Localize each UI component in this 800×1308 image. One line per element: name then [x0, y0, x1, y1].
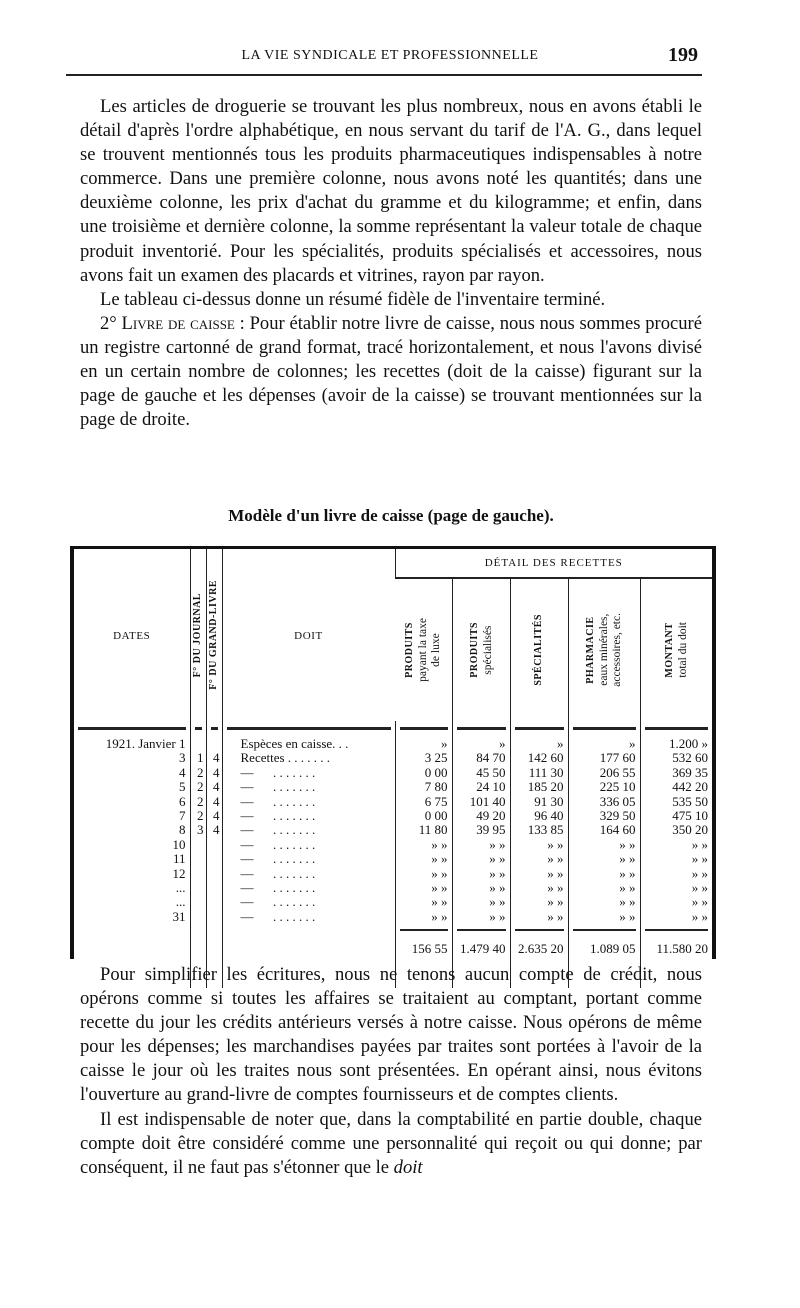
cell-date: 10 — [172, 836, 186, 852]
cell-doit: — . . . . . . . — [222, 838, 395, 852]
total-rule — [568, 924, 640, 934]
cell-amount: » » — [640, 895, 712, 909]
cell-amount: 0 00 — [395, 766, 452, 780]
section-number: 2° — [100, 312, 117, 334]
separator — [510, 721, 568, 737]
cell-amount: » » — [568, 910, 640, 924]
header-journal: F° DU JOURNAL — [190, 549, 206, 721]
table-row — [74, 751, 712, 765]
cell-amount: 206 55 — [568, 766, 640, 780]
cell-amount: 329 50 — [568, 809, 640, 823]
cell-amount: » » — [395, 910, 452, 924]
cell-doit: — . . . . . . . — [222, 910, 395, 924]
cell-amount: » — [452, 737, 510, 751]
italic-word: doit — [393, 1156, 423, 1178]
cell-amount: » » — [395, 895, 452, 909]
cell-grand-livre — [206, 737, 222, 751]
cell-amount: 535 50 — [640, 795, 712, 809]
header-detail-col: MONTANT total du doit — [640, 579, 712, 721]
cell-amount: 0 00 — [395, 809, 452, 823]
cell-amount: 84 70 — [452, 751, 510, 765]
cell-amount: 3 25 — [395, 751, 452, 765]
cell-total: 156 55 — [395, 934, 452, 964]
cell-amount: » » — [510, 838, 568, 852]
cell-grand-livre — [206, 895, 222, 909]
total-rule — [395, 924, 452, 934]
cell-journal: 2 — [190, 795, 206, 809]
cell-amount: 442 20 — [640, 780, 712, 794]
cell-total: 1.089 05 — [568, 934, 640, 964]
cell-date: 7 — [179, 808, 186, 824]
header-detail-col: PRODUITS spécialisés — [452, 579, 510, 721]
cell-grand-livre — [206, 881, 222, 895]
body-text-top — [80, 95, 702, 432]
cell-date: 4 — [179, 764, 186, 780]
cell-amount: » » — [568, 867, 640, 881]
paragraph: Il est indispensable de noter que, dans la comptabilité en partie double, chaque compte doit être considéré comme une personnalité qui reçoit ou qui donne; par conséquent, il ne faut pas s'étonner que le doit — [80, 1108, 702, 1178]
cell-doit: — . . . . . . . — [222, 852, 395, 866]
cell-amount: » — [568, 737, 640, 751]
cell-amount: » » — [640, 910, 712, 924]
cell-date: 1921. Janvier 1 — [105, 736, 186, 751]
body-text-bottom — [80, 963, 702, 1180]
table-row — [74, 881, 712, 895]
cell-grand-livre: 4 — [206, 795, 222, 809]
section-paragraph — [80, 312, 702, 432]
table-row — [74, 895, 712, 909]
cell-amount: » » — [510, 895, 568, 909]
cell-amount: » » — [640, 838, 712, 852]
separator — [190, 721, 206, 737]
cell-amount: » » — [568, 838, 640, 852]
paragraph: Le tableau ci-dessus donne un résumé fidèle de l'inventaire terminé. — [100, 288, 606, 310]
header-detail-col: PRODUITS payant la taxe de luxe — [404, 618, 443, 682]
cell-doit: — . . . . . . . — [222, 881, 395, 895]
cell-total: 2.635 20 — [510, 934, 568, 964]
cell-grand-livre — [206, 867, 222, 881]
cell-amount: » » — [452, 895, 510, 909]
separator — [74, 721, 190, 737]
cell-amount: » — [395, 737, 452, 751]
cell-amount: 164 60 — [568, 823, 640, 837]
cell-amount: » » — [640, 867, 712, 881]
cell-amount: » » — [510, 881, 568, 895]
cell-journal: 2 — [190, 766, 206, 780]
cell-amount: » » — [640, 881, 712, 895]
cell-amount: 142 60 — [510, 751, 568, 765]
cell-date: 5 — [179, 779, 186, 795]
header-doit: DOIT — [222, 549, 395, 721]
cell-amount: » » — [510, 852, 568, 866]
cell-journal — [190, 838, 206, 852]
cell-amount: » » — [452, 910, 510, 924]
cell-amount: 111 30 — [510, 766, 568, 780]
cell-amount: » » — [510, 910, 568, 924]
cell-amount: » » — [568, 881, 640, 895]
separator — [222, 721, 395, 737]
header-detail-col: PHARMACIE eaux minérales, accessoires, etc. — [568, 579, 640, 721]
table-row — [74, 737, 712, 751]
cell-doit: — . . . . . . . — [222, 809, 395, 823]
cell-amount: 350 20 — [640, 823, 712, 837]
cell-journal — [190, 881, 206, 895]
cell-amount: » » — [568, 895, 640, 909]
cell-amount: » » — [395, 881, 452, 895]
cell-date: ... — [175, 880, 186, 896]
header-dates: DATES — [113, 629, 151, 642]
cell-amount: 96 40 — [510, 809, 568, 823]
cell-journal — [190, 895, 206, 909]
table-row — [74, 795, 712, 809]
cell-amount: 177 60 — [568, 751, 640, 765]
cell-grand-livre: 4 — [206, 766, 222, 780]
cell-amount: 133 85 — [510, 823, 568, 837]
cell-amount: 532 60 — [640, 751, 712, 765]
cell-journal — [190, 737, 206, 751]
cell-amount: 475 10 — [640, 809, 712, 823]
table-row — [74, 852, 712, 866]
separator — [640, 721, 712, 737]
header-rule — [66, 74, 702, 76]
table-row — [74, 867, 712, 881]
cell-grand-livre: 4 — [206, 751, 222, 765]
cell-amount: 11 80 — [395, 823, 452, 837]
separator — [452, 721, 510, 737]
cell-amount: 225 10 — [568, 780, 640, 794]
running-title: LA VIE SYNDICALE ET PROFESSIONNELLE — [241, 48, 539, 63]
cell-amount: » » — [452, 867, 510, 881]
section-title: Livre de caisse — [121, 312, 235, 334]
cell-amount: » » — [510, 867, 568, 881]
cell-journal: 2 — [190, 809, 206, 823]
cell-grand-livre: 4 — [206, 823, 222, 837]
cell-journal: 2 — [190, 780, 206, 794]
cell-doit: — . . . . . . . — [222, 766, 395, 780]
cell-journal: 3 — [190, 823, 206, 837]
cell-date: ... — [175, 894, 186, 910]
cell-amount: » » — [640, 852, 712, 866]
table-row — [74, 809, 712, 823]
cell-amount: 1.200 » — [640, 737, 712, 751]
header-grand-livre: F° DU GRAND-LIVRE — [206, 549, 222, 721]
totals-row — [74, 934, 712, 964]
cell-doit: — . . . . . . . — [222, 823, 395, 837]
cell-amount: » » — [568, 852, 640, 866]
cell-grand-livre — [206, 852, 222, 866]
cell-total: 1.479 40 — [452, 934, 510, 964]
cell-amount: 49 20 — [452, 809, 510, 823]
cell-doit: — . . . . . . . — [222, 780, 395, 794]
cell-amount: » » — [452, 838, 510, 852]
cell-journal — [190, 910, 206, 924]
cell-amount: 185 20 — [510, 780, 568, 794]
section-text: : Pour établir notre livre de caisse, nous nous sommes procuré un registre cartonné de grand format, tracé horizontalement, et nous l'avons divisé en un certain nombre de colonnes; les recettes (doit de la caisse) figurant sur la page de gauche et les dépenses (avoir de la caisse) se trouvant mentionnées sur la page de droite. — [80, 312, 703, 431]
total-rule — [452, 924, 510, 934]
cell-doit: — . . . . . . . — [222, 795, 395, 809]
cell-date: 3 — [179, 750, 186, 766]
cell-grand-livre: 4 — [206, 780, 222, 794]
header-detail-col: SPÉCIALITÉS — [510, 579, 568, 721]
cell-date: 11 — [172, 851, 186, 867]
separator — [395, 721, 452, 737]
cash-book-table — [70, 546, 716, 959]
cell-amount: 7 80 — [395, 780, 452, 794]
cell-amount: » » — [452, 852, 510, 866]
cell-doit: Recettes . . . . . . . — [222, 751, 395, 765]
paragraph: Pour simplifier les écritures, nous ne tenons aucun compte de crédit, nous opérons comme si toutes les affaires se traitaient au comptant, portant comme recette du jour les crédits antérieurs versés à notre caisse. Nous opérons de même pour les dépenses; les marchandises payées par traites sont portées à l'avoir de la caisse le jour où les traites nous sont présentées. En opérant ainsi, nous évitons l'ouverture au grand-livre de comptes fournisseurs et de comptes clients. — [80, 964, 702, 1106]
cell-amount: 336 05 — [568, 795, 640, 809]
cell-grand-livre — [206, 910, 222, 924]
cell-amount: 6 75 — [395, 795, 452, 809]
table-caption: Modèle d'un livre de caisse (page de gauche). — [228, 506, 554, 525]
separator — [568, 721, 640, 737]
cell-amount: 45 50 — [452, 766, 510, 780]
cell-amount: 369 35 — [640, 766, 712, 780]
cell-journal: 1 — [190, 751, 206, 765]
cell-doit: — . . . . . . . — [222, 867, 395, 881]
paragraph: Les articles de droguerie se trouvant les plus nombreux, nous en avons établi le détail d'après l'ordre alphabétique, en nous servant du tarif de l'A. G., dans lequel se trouvent mentionnés tous les produits pharmaceutiques indispensables à notre commerce. Dans une première colonne, nous avons noté les quantités; dans une deuxième colonne, les prix d'achat du gramme et du kilogramme; et enfin, dans une troisième et dernière colonne, la somme représentant la valeur totale de chaque produit inventorié. Pour les spécialités, produits spécialisés et accessoires, nous avons fait un examen des placards et vitrines, rayon par rayon. — [80, 96, 702, 286]
total-rule — [640, 924, 712, 934]
cell-date: 12 — [172, 865, 186, 881]
cell-journal — [190, 852, 206, 866]
running-header — [80, 46, 700, 70]
cell-grand-livre: 4 — [206, 809, 222, 823]
header-detail: DÉTAIL DES RECETTES — [395, 549, 712, 579]
table-row — [74, 780, 712, 794]
cell-doit: Espèces en caisse. . . — [222, 737, 395, 751]
total-rule — [510, 924, 568, 934]
table-row — [74, 910, 712, 924]
cell-amount: » » — [395, 838, 452, 852]
page-number: 199 — [668, 44, 698, 66]
separator — [206, 721, 222, 737]
table-row — [74, 823, 712, 837]
cell-grand-livre — [206, 838, 222, 852]
cell-amount: 39 95 — [452, 823, 510, 837]
cell-amount: » » — [395, 867, 452, 881]
cell-date: 6 — [179, 793, 186, 809]
cell-amount: » — [510, 737, 568, 751]
cell-date: 31 — [172, 908, 186, 924]
cell-journal — [190, 867, 206, 881]
table-row — [74, 766, 712, 780]
cell-amount: 91 30 — [510, 795, 568, 809]
table-row — [74, 838, 712, 852]
cell-amount: 24 10 — [452, 780, 510, 794]
cell-doit: — . . . . . . . — [222, 895, 395, 909]
cell-amount: » » — [395, 852, 452, 866]
cell-total: 11.580 20 — [640, 934, 712, 964]
cell-date: 8 — [179, 822, 186, 838]
cell-amount: 101 40 — [452, 795, 510, 809]
cell-amount: » » — [452, 881, 510, 895]
